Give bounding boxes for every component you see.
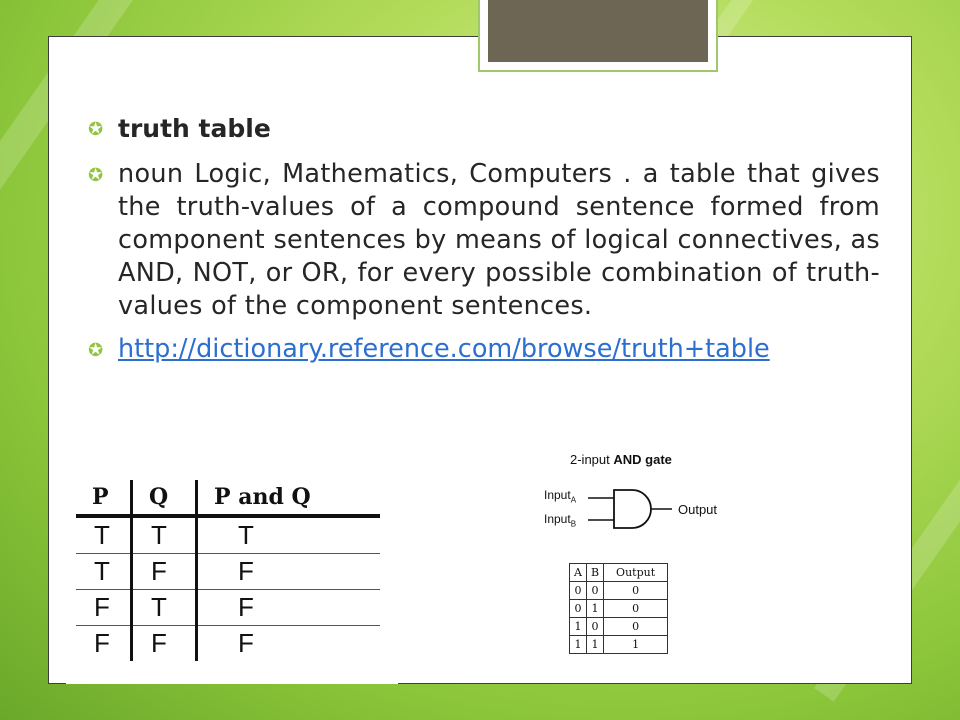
input-b-sub: B xyxy=(570,519,577,529)
table-header-row xyxy=(570,564,668,582)
cell: 0 xyxy=(586,618,603,636)
input-a-sub: A xyxy=(570,495,577,505)
cell: 0 xyxy=(604,618,668,636)
cell: 1 xyxy=(570,618,587,636)
gate-table xyxy=(569,563,668,654)
table-row xyxy=(570,618,668,636)
bullet-link xyxy=(72,333,880,366)
bullet-list xyxy=(72,112,880,366)
truth-table-image xyxy=(66,480,398,684)
cell: F xyxy=(76,590,132,626)
bullet-term xyxy=(72,112,880,146)
bullet-circle-icon: ✪ xyxy=(88,119,104,140)
cell: 0 xyxy=(570,582,587,600)
header-output: Output xyxy=(604,564,668,582)
bullet-circle-icon: ✪ xyxy=(88,165,104,186)
table-row xyxy=(570,600,668,618)
cell: 0 xyxy=(604,600,668,618)
gate-title-prefix: 2-input xyxy=(570,452,614,467)
table-row xyxy=(76,626,380,662)
cell: 0 xyxy=(586,582,603,600)
header-q: Q xyxy=(132,480,197,516)
gate-truth-table xyxy=(569,563,668,654)
gate-title-bold: AND gate xyxy=(613,452,672,467)
input-b-text: Input xyxy=(544,512,571,526)
cell: 0 xyxy=(604,582,668,600)
table-row xyxy=(76,516,380,554)
reference-link[interactable]: http://dictionary.reference.com/browse/truth+table xyxy=(118,334,770,364)
header-p: P xyxy=(76,480,132,516)
cell: F xyxy=(197,554,381,590)
cell: 0 xyxy=(570,600,587,618)
bullet-circle-icon: ✪ xyxy=(88,340,104,361)
header-b: B xyxy=(586,564,603,582)
cell: T xyxy=(197,516,381,554)
cell: 1 xyxy=(570,636,587,654)
table-row xyxy=(570,582,668,600)
cell: T xyxy=(76,554,132,590)
definition-text: noun Logic, Mathematics, Computers . a table that gives the truth-values of a compound sentence formed from component sentences by means of logical connectives, as AND, NOT, or OR, for every possible combination of truth-values of the component sentences. xyxy=(118,159,880,321)
output-label: Output xyxy=(678,502,718,517)
cell: F xyxy=(197,590,381,626)
cell: F xyxy=(238,628,254,658)
cell: 1 xyxy=(604,636,668,654)
and-gate-icon xyxy=(530,452,750,536)
cell: F xyxy=(132,554,197,590)
truth-table xyxy=(76,480,380,661)
cell: F xyxy=(132,626,197,662)
term-text: truth table xyxy=(118,114,271,143)
header-p-and-q: P and Q xyxy=(197,480,381,516)
cell: T xyxy=(132,590,197,626)
header-a: A xyxy=(570,564,587,582)
cell: F xyxy=(76,626,132,662)
table-header-row xyxy=(76,480,380,516)
title-tab xyxy=(478,0,718,72)
table-row xyxy=(76,590,380,626)
title-tab-fill xyxy=(488,0,708,62)
input-a-text: Input xyxy=(544,488,571,502)
cell: T xyxy=(76,516,132,554)
table-row xyxy=(76,554,380,590)
cell: T xyxy=(132,516,197,554)
and-gate-diagram xyxy=(530,452,750,536)
cell: 1 xyxy=(586,600,603,618)
table-row xyxy=(570,636,668,654)
bullet-definition xyxy=(72,158,880,323)
cell: 1 xyxy=(586,636,603,654)
